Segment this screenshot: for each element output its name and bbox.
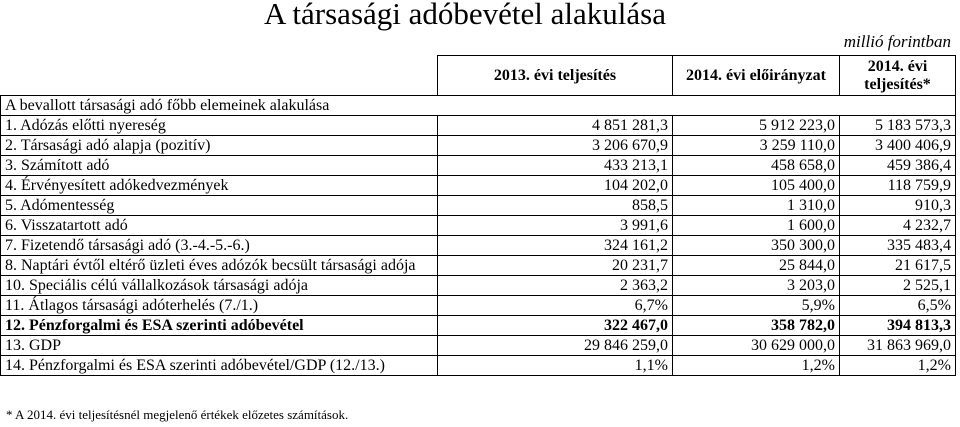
row-label: 5. Adómentesség: [1, 196, 438, 216]
table-row: [1, 256, 956, 276]
table-row: [1, 276, 956, 296]
header-2014-planned: 2014. évi előirányzat: [673, 56, 840, 96]
value-2014-actual: 21 617,5: [840, 256, 956, 276]
value-2013-actual: 29 846 259,0: [438, 336, 673, 356]
row-label: 11. Átlagos társasági adóterhelés (7./1.): [1, 296, 438, 316]
table-row: [1, 356, 956, 376]
value-2014-planned: 1,2%: [673, 356, 840, 376]
section-header-row: [1, 96, 956, 116]
value-2013-actual: 20 231,7: [438, 256, 673, 276]
table-row: [1, 116, 956, 136]
value-2014-planned: 3 259 110,0: [673, 136, 840, 156]
value-2014-planned: 1 310,0: [673, 196, 840, 216]
row-label: 2. Társasági adó alapja (pozitív): [1, 136, 438, 156]
page-title: A társasági adóbevétel alakulása: [264, 0, 666, 31]
header-2013-actual: 2013. évi teljesítés: [438, 56, 673, 96]
table-row: [1, 196, 956, 216]
value-2014-actual: 1,2%: [840, 356, 956, 376]
header-row: [1, 56, 956, 96]
unit-label: millió forintban: [843, 32, 951, 51]
header-blank-cell: [1, 56, 438, 96]
table-row: [1, 156, 956, 176]
table-row: [1, 316, 956, 336]
footnote: * A 2014. évi teljesítésnél megjelenő értékek előzetes számítások.: [6, 407, 349, 422]
row-label: 1. Adózás előtti nyereség: [1, 116, 438, 136]
value-2014-actual: 3 400 406,9: [840, 136, 956, 156]
value-2013-actual: 2 363,2: [438, 276, 673, 296]
value-2014-planned: 25 844,0: [673, 256, 840, 276]
row-label: 6. Visszatartott adó: [1, 216, 438, 236]
value-2014-actual: 459 386,4: [840, 156, 956, 176]
value-2014-actual: 5 183 573,3: [840, 116, 956, 136]
table-row: [1, 236, 956, 256]
value-2013-actual: 1,1%: [438, 356, 673, 376]
value-2014-planned: 105 400,0: [673, 176, 840, 196]
value-2014-actual: 4 232,7: [840, 216, 956, 236]
row-label: 12. Pénzforgalmi és ESA szerinti adóbevétel: [1, 316, 438, 336]
value-2013-actual: 324 161,2: [438, 236, 673, 256]
value-2014-actual: 910,3: [840, 196, 956, 216]
value-2014-actual: 394 813,3: [840, 316, 956, 336]
value-2014-planned: 30 629 000,0: [673, 336, 840, 356]
value-2014-actual: 6,5%: [840, 296, 956, 316]
table-body: [1, 56, 956, 376]
value-2013-actual: 104 202,0: [438, 176, 673, 196]
value-2014-planned: 350 300,0: [673, 236, 840, 256]
value-2014-actual: 31 863 969,0: [840, 336, 956, 356]
value-2013-actual: 433 213,1: [438, 156, 673, 176]
row-label: 14. Pénzforgalmi és ESA szerinti adóbevétel/GDP (12./13.): [1, 356, 438, 376]
row-label: 8. Naptári évtől eltérő üzleti éves adózók becsült társasági adója: [1, 256, 438, 276]
row-label: 3. Számított adó: [1, 156, 438, 176]
section-header: A bevallott társasági adó főbb elemeinek alakulása: [1, 96, 956, 116]
value-2014-actual: 335 483,4: [840, 236, 956, 256]
row-label: 7. Fizetendő társasági adó (3.-4.-5.-6.): [1, 236, 438, 256]
value-2014-planned: 358 782,0: [673, 316, 840, 336]
header-2014-actual: 2014. évi teljesítés*: [840, 56, 956, 96]
value-2014-planned: 5 912 223,0: [673, 116, 840, 136]
table-row: [1, 336, 956, 356]
table-row: [1, 296, 956, 316]
value-2014-planned: 458 658,0: [673, 156, 840, 176]
value-2014-planned: 5,9%: [673, 296, 840, 316]
table-row: [1, 216, 956, 236]
value-2013-actual: 6,7%: [438, 296, 673, 316]
value-2014-actual: 118 759,9: [840, 176, 956, 196]
value-2013-actual: 4 851 281,3: [438, 116, 673, 136]
value-2013-actual: 3 206 670,9: [438, 136, 673, 156]
value-2013-actual: 858,5: [438, 196, 673, 216]
row-label: 13. GDP: [1, 336, 438, 356]
row-label: 10. Speciális célú vállalkozások társasági adója: [1, 276, 438, 296]
value-2013-actual: 3 991,6: [438, 216, 673, 236]
row-label: 4. Érvényesített adókedvezmények: [1, 176, 438, 196]
tax-revenue-table: [0, 55, 956, 376]
table-row: [1, 136, 956, 156]
table-row: [1, 176, 956, 196]
value-2014-planned: 1 600,0: [673, 216, 840, 236]
value-2014-actual: 2 525,1: [840, 276, 956, 296]
value-2013-actual: 322 467,0: [438, 316, 673, 336]
value-2014-planned: 3 203,0: [673, 276, 840, 296]
